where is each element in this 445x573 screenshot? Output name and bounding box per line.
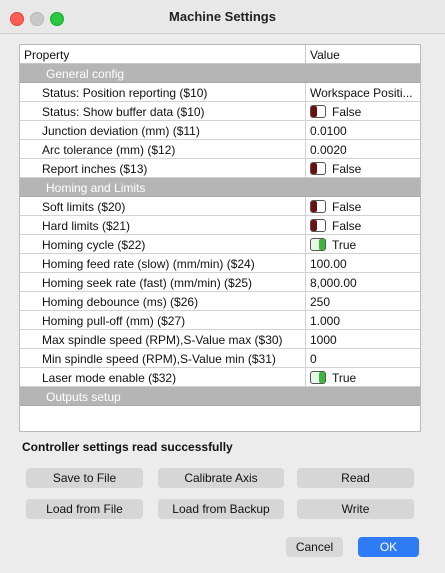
table-row[interactable] [20, 159, 420, 178]
property-label: Max spindle speed (RPM),S-Value max ($30) [42, 333, 283, 347]
property-label: Homing seek rate (fast) (mm/min) ($25) [42, 276, 253, 290]
value-field[interactable]: Workspace Positi... [310, 86, 413, 100]
property-label: Arc tolerance (mm) ($12) [42, 143, 176, 157]
property-label: Report inches ($13) [42, 162, 148, 176]
property-label: Status: Show buffer data ($10) [42, 105, 205, 119]
read-button[interactable]: Read [297, 468, 414, 488]
ok-button[interactable]: OK [358, 537, 419, 557]
toggle-off-icon[interactable] [310, 105, 326, 118]
table-row[interactable] [20, 197, 420, 216]
value-text: False [332, 219, 362, 233]
toggle-off-icon[interactable] [310, 200, 326, 213]
table-row[interactable] [20, 368, 420, 387]
toggle-off-icon[interactable] [310, 219, 326, 232]
cancel-button[interactable]: Cancel [286, 537, 343, 557]
table-row[interactable] [20, 254, 420, 273]
property-label: Hard limits ($21) [42, 219, 131, 233]
save-to-file-button[interactable]: Save to File [26, 468, 143, 488]
title-bar [0, 0, 445, 34]
status-message: Controller settings read successfully [22, 440, 233, 454]
load-from-file-button[interactable]: Load from File [26, 499, 143, 519]
value-field[interactable]: 100.00 [310, 257, 347, 271]
value-field[interactable]: 250 [310, 295, 331, 309]
table-row[interactable] [20, 273, 420, 292]
load-from-backup-button[interactable]: Load from Backup [158, 499, 284, 519]
value-text: False [332, 105, 362, 119]
table-row[interactable] [20, 235, 420, 254]
property-label: Status: Position reporting ($10) [42, 86, 208, 100]
value-field[interactable]: 0 [310, 352, 317, 366]
table-header [20, 45, 420, 64]
table-row[interactable] [20, 216, 420, 235]
column-header-value[interactable]: Value [310, 48, 340, 62]
table-row[interactable] [20, 349, 420, 368]
property-label: Junction deviation (mm) ($11) [42, 124, 200, 138]
toggle-off-icon[interactable] [310, 162, 326, 175]
property-label: Homing feed rate (slow) (mm/min) ($24) [42, 257, 255, 271]
window-title: Machine Settings [169, 9, 276, 24]
value-field[interactable]: 1000 [310, 333, 337, 347]
table-row[interactable] [20, 292, 420, 311]
table-row[interactable] [20, 330, 420, 349]
group-header-outputs-setup: Outputs setup [20, 387, 420, 406]
property-label: Soft limits ($20) [42, 200, 126, 214]
property-label: Homing pull-off (mm) ($27) [42, 314, 186, 328]
settings-table[interactable] [19, 44, 421, 432]
value-field[interactable]: 1.000 [310, 314, 341, 328]
property-label: Laser mode enable ($32) [42, 371, 177, 385]
toggle-on-icon[interactable] [310, 238, 326, 251]
value-text: True [332, 371, 357, 385]
write-button[interactable]: Write [297, 499, 414, 519]
value-field[interactable]: 0.0100 [310, 124, 347, 138]
table-row[interactable] [20, 140, 420, 159]
value-text: False [332, 200, 362, 214]
property-label: Min spindle speed (RPM),S-Value min ($31) [42, 352, 276, 366]
property-label: Homing cycle ($22) [42, 238, 146, 252]
calibrate-axis-button[interactable]: Calibrate Axis [158, 468, 284, 488]
value-text: True [332, 238, 357, 252]
table-row[interactable] [20, 83, 420, 102]
column-header-property[interactable]: Property [24, 48, 70, 62]
table-row[interactable] [20, 121, 420, 140]
property-label: Homing debounce (ms) ($26) [42, 295, 199, 309]
value-field[interactable]: 8,000.00 [310, 276, 357, 290]
group-header-homing-and-limits: Homing and Limits [20, 178, 420, 197]
value-text: False [332, 162, 362, 176]
group-header-general-config: General config [20, 64, 420, 83]
toggle-on-icon[interactable] [310, 371, 326, 384]
table-row[interactable] [20, 311, 420, 330]
table-row[interactable] [20, 102, 420, 121]
value-field[interactable]: 0.0020 [310, 143, 347, 157]
